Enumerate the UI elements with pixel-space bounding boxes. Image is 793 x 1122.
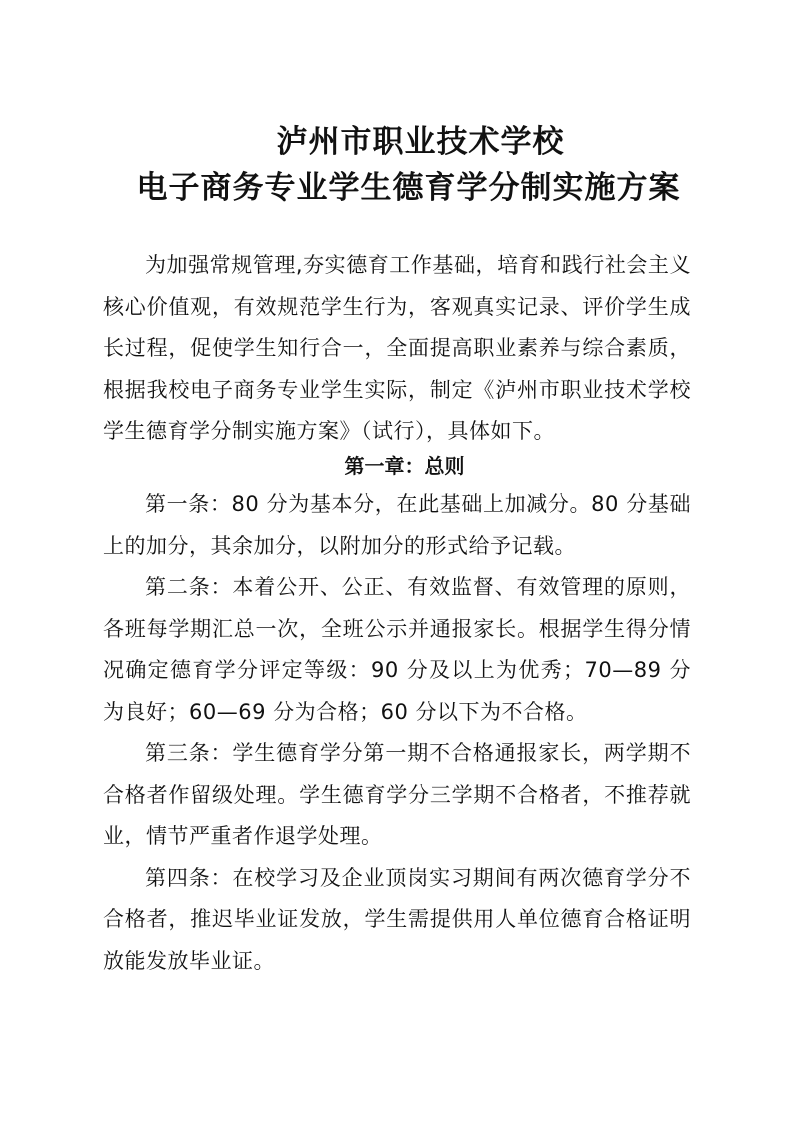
- document-title-line1: 泸州市职业技术学校: [276, 124, 565, 160]
- document-title-line2: 电子商务专业学生德育学分制实施方案: [136, 170, 681, 206]
- articles-section: [103, 484, 691, 982]
- intro-section: [103, 245, 691, 453]
- article-1: 第一条：80 分为基本分，在此基础上加减分。80 分基础上的加分，其余加分，以附加分的形式给予记载。: [103, 492, 691, 558]
- article-3: 第三条：学生德育学分第一期不合格通报家长，两学期不合格者作留级处理。学生德育学分三学期不合格者，不推荐就业，情节严重者作退学处理。: [103, 741, 691, 848]
- article-2: 第二条：本着公开、公正、有效监督、有效管理的原则，各班每学期汇总一次，全班公示并通报家长。根据学生得分情况确定德育学分评定等级：90 分及以上为优秀；70—89 分为良好；60—69 分为合格；60 分以下为不合格。: [103, 575, 691, 724]
- chapter-heading: 第一章：总则: [344, 454, 465, 478]
- intro-paragraph: 为加强常规管理,夯实德育工作基础，培育和践行社会主义核心价值观，有效规范学生行为，客观真实记录、评价学生成长过程，促使学生知行合一，全面提高职业素养与综合素质，根据我校电子商务专业学生实际，制定《泸州市职业技术学校学生德育学分制实施方案》（试行），具体如下。: [103, 253, 691, 443]
- article-4: 第四条：在校学习及企业顶岗实习期间有两次德育学分不合格者，推迟毕业证发放，学生需提供用人单位德育合格证明放能发放毕业证。: [103, 865, 691, 973]
